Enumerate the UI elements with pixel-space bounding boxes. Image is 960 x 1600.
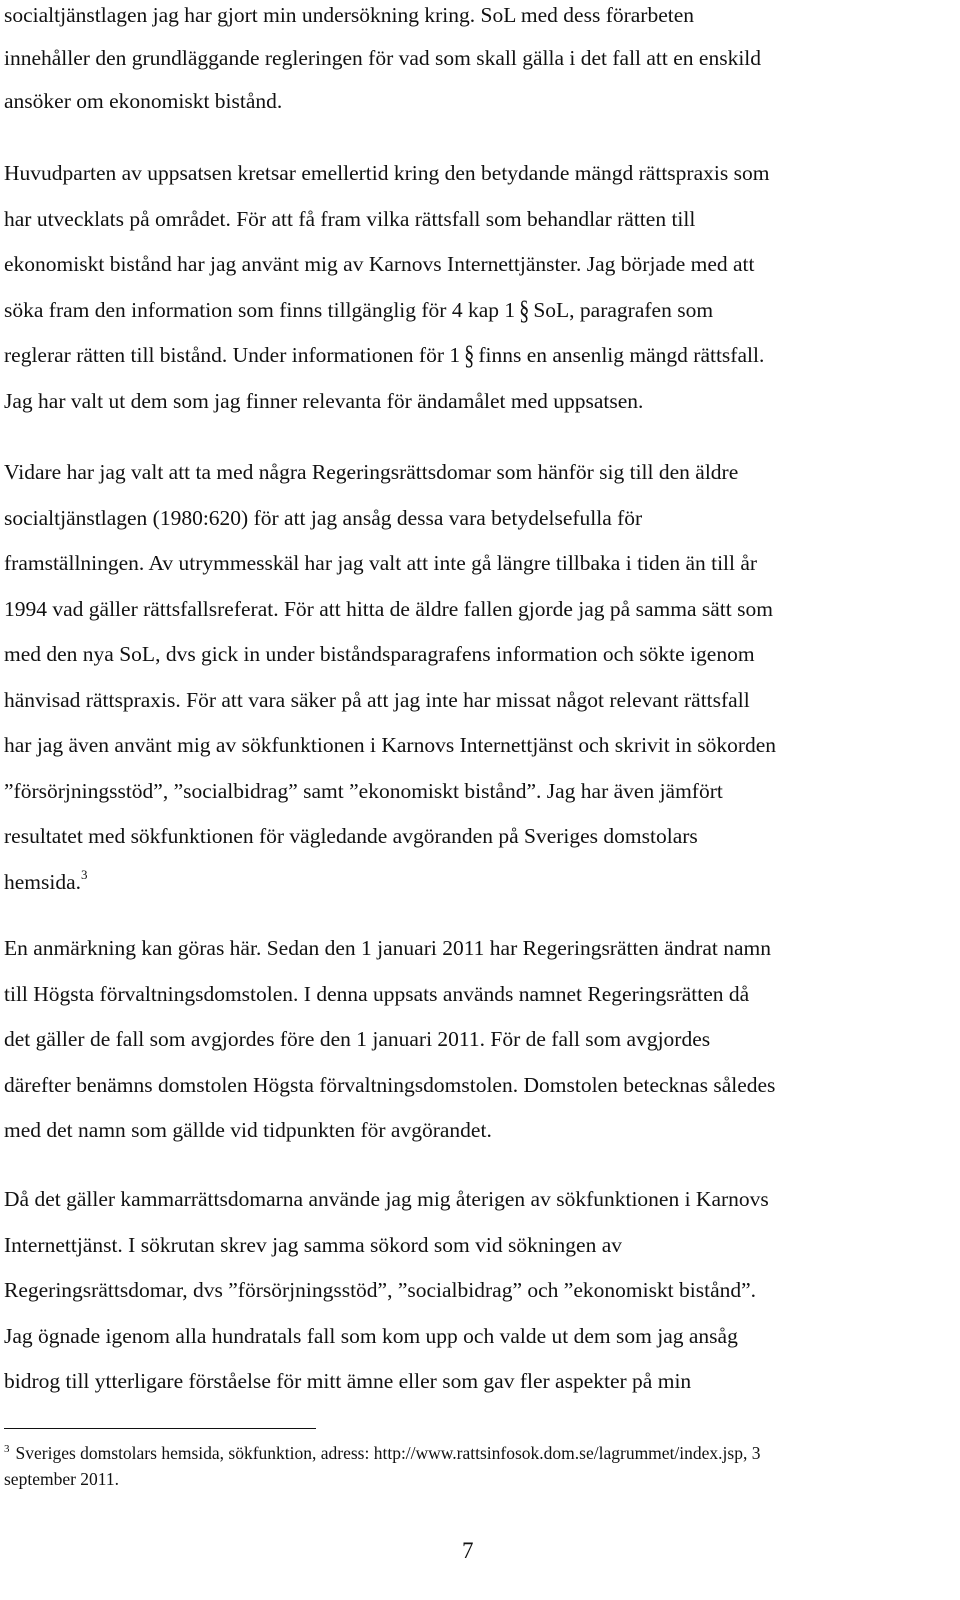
footnote — [4, 1440, 954, 1492]
text-line: ”försörjningsstöd”, ”socialbidrag” samt ”ekonomiskt bistånd”. Jag har även jämfört — [4, 778, 723, 803]
text-segment: hemsida. — [4, 869, 82, 894]
paragraph-kammarratt — [4, 1177, 954, 1405]
text-line: hänvisad rättspraxis. För att vara säker på att jag inte har missat något relevant rättsfall — [4, 687, 750, 712]
text-line: har utvecklats på området. För att få fram vilka rättsfall som behandlar rätten till — [4, 206, 696, 231]
text-line: Då det gäller kammarrättsdomarna använde jag mig återigen av sökfunktionen i Karnovs — [4, 1187, 769, 1211]
footnote-line: september 2011. — [4, 1469, 120, 1489]
text-line: innehåller den grundläggande regleringen för vad som skall gälla i det fall att en enskild — [4, 46, 762, 70]
paragraph-older-law — [4, 450, 954, 905]
text-line: har jag även använt mig av sökfunktionen i Karnovs Internettjänst och skrivit in sökorden — [4, 733, 777, 757]
footnote-reference[interactable]: 3 — [81, 866, 88, 882]
text-line: det gäller de fall som avgjordes före den 1 januari 2011. För de fall som avgjordes — [4, 1027, 711, 1051]
footnote-number: 3 — [4, 1443, 10, 1455]
text-line: Vidare har jag valt att ta med några Regeringsrättsdomar som hänför sig till den äldre — [4, 460, 739, 484]
section-sign: § — [464, 340, 475, 371]
footnote-line — [4, 1440, 954, 1466]
paragraph-method-karnov — [4, 151, 954, 424]
page-number: 7 — [462, 1538, 474, 1563]
section-sign: § — [519, 295, 530, 326]
text-line: Regeringsrättsdomar, dvs ”försörjningsstöd”, ”socialbidrag” och ”ekonomiskt bistånd”. — [4, 1278, 757, 1302]
paragraph-intro — [4, 0, 954, 123]
text-segment: söka fram den information som finns tillgänglig för 4 kap 1 — [4, 297, 516, 322]
text-line: bidrog till ytterligare förståelse för mitt ämne eller som gav fler aspekter på min — [4, 1369, 692, 1393]
text-line: framställningen. Av utrymmesskäl har jag valt att inte gå längre tillbaka i tiden än till år — [4, 551, 758, 575]
text-line: 1994 vad gäller rättsfallsreferat. För att hitta de äldre fallen gjorde jag på samma sätt som — [4, 596, 773, 621]
text-line: därefter benämns domstolen Högsta förvaltningsdomstolen. Domstolen betecknas således — [4, 1072, 776, 1097]
text-line: Internettjänst. I sökrutan skrev jag samma sökord som vid sökningen av — [4, 1232, 623, 1257]
text-line: till Högsta förvaltningsdomstolen. I denna uppsats används namnet Regeringsrätten då — [4, 981, 750, 1006]
footnote-divider — [4, 1428, 316, 1429]
text-line: med det namn som gällde vid tidpunkten för avgörandet. — [4, 1118, 492, 1142]
text-line: En anmärkning kan göras här. Sedan den 1 januari 2011 har Regeringsrätten ändrat namn — [4, 936, 771, 960]
text-line — [4, 288, 954, 334]
text-line: socialtjänstlagen (1980:620) för att jag ansåg dessa vara betydelsefulla för — [4, 505, 643, 530]
text-segment: reglerar rätten till bistånd. Under informationen för 1 — [4, 343, 461, 367]
paragraph-court-name-note — [4, 926, 954, 1154]
text-segment: SoL, paragrafen som — [533, 297, 714, 322]
text-line: ansöker om ekonomiskt bistånd. — [4, 89, 283, 113]
text-line: ekonomiskt bistånd har jag använt mig av Karnovs Internettjänster. Jag började med att — [4, 252, 755, 276]
text-line — [4, 333, 954, 379]
footnote-text: Sveriges domstolars hemsida, sökfunktion, adress: http://www.rattsinfosok.dom.se/lagrummet/index.jsp, 3 — [15, 1443, 761, 1463]
text-line: socialtjänstlagen jag har gjort min undersökning kring. SoL med dess förarbeten — [4, 3, 695, 27]
text-line — [4, 860, 954, 906]
text-line: Jag har valt ut dem som jag finner relevanta för ändamålet med uppsatsen. — [4, 388, 644, 413]
text-line: Huvudparten av uppsatsen kretsar emellertid kring den betydande mängd rättspraxis som — [4, 161, 770, 185]
text-line: med den nya SoL, dvs gick in under biståndsparagrafens information och sökte igenom — [4, 642, 755, 666]
text-segment: finns en ansenlig mängd rättsfall. — [478, 343, 765, 367]
text-line: Jag ögnade igenom alla hundratals fall som kom upp och valde ut dem som jag ansåg — [4, 1323, 738, 1348]
text-line: resultatet med sökfunktionen för vägledande avgöranden på Sveriges domstolars — [4, 824, 698, 848]
